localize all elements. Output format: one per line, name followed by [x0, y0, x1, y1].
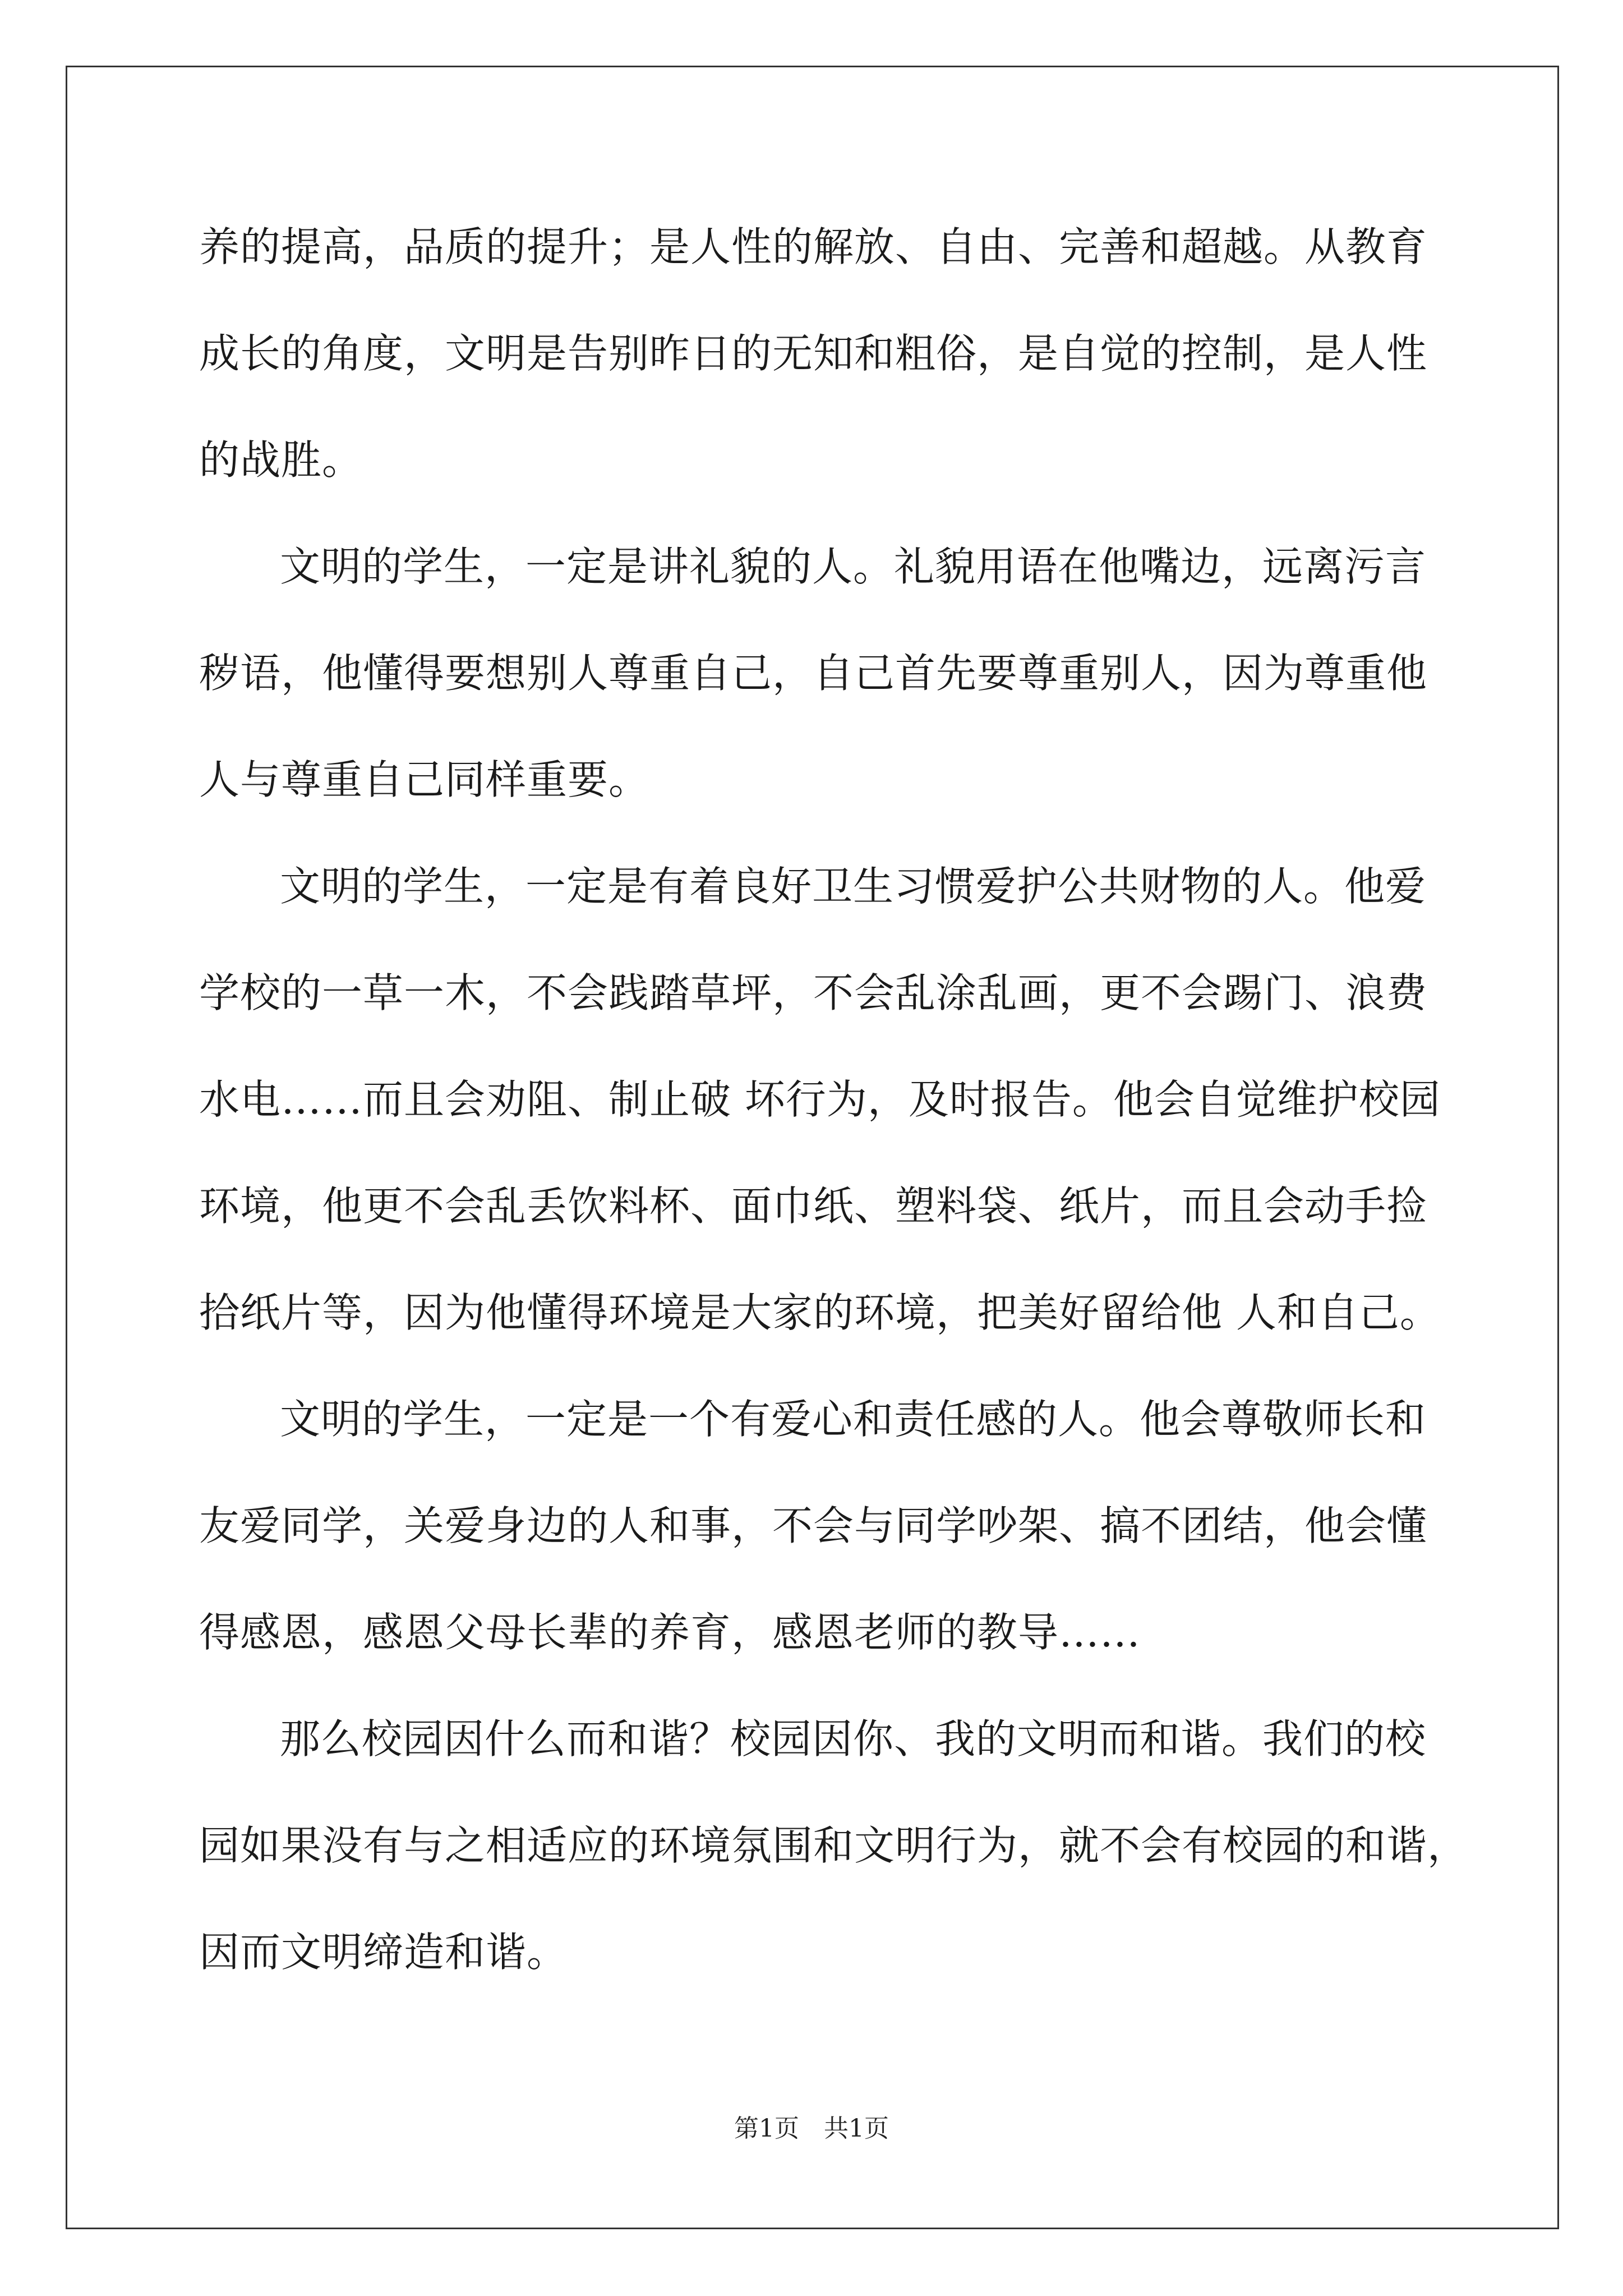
- text-line: 园如果没有与之相适应的环境氛围和文明行为，就不会有校园的和谐，: [199, 1822, 1469, 1869]
- text-line: 水电……而且会劝阻、制止破 坏行为，及时报告。他会自觉维护校园: [199, 1076, 1441, 1123]
- paragraph-4: [199, 1366, 1433, 1686]
- paragraph-3: [199, 833, 1441, 1366]
- text-line: 文明的学生，一定是讲礼貌的人。礼貌用语在他嘴边，远离污言: [280, 543, 1427, 590]
- text-line: 友爱同学，关爱身边的人和事，不会与同学吵架、搞不团结，他会懂: [199, 1502, 1428, 1549]
- text-line: 学校的一草一木，不会践踏草坪，不会乱涂乱画，更不会踢门、浪费: [199, 969, 1428, 1016]
- text-line: 那么校园因什么而和谐？校园因你、我的文明而和谐。我们的校: [280, 1715, 1427, 1763]
- paragraph-1: [199, 194, 1433, 513]
- text-line: 拾纸片等，因为他懂得环境是大家的环境，把美好留给他 人和自己。: [199, 1289, 1441, 1336]
- text-line: 得感恩，感恩父母长辈的养育，感恩老师的教导……: [199, 1609, 1141, 1656]
- text-line: 因而文明缔造和谐。: [199, 1929, 568, 1976]
- text-line: 养的提高，品质的提升；是人性的解放、自由、完善和超越。从教育: [199, 223, 1428, 270]
- text-line: 环境，他更不会乱丢饮料杯、面巾纸、塑料袋、纸片，而且会动手捡: [199, 1182, 1428, 1230]
- text-line: 秽语，他懂得要想别人尊重自己，自己首先要尊重别人，因为尊重他: [199, 650, 1428, 697]
- document-body: [199, 194, 1469, 2005]
- text-line: 的战胜。: [199, 436, 363, 484]
- text-line: 人与尊重自己同样重要。: [199, 756, 650, 803]
- text-line: 成长的角度，文明是告别昨日的无知和粗俗，是自觉的控制，是人性: [199, 330, 1428, 377]
- text-line: 文明的学生，一定是有着良好卫生习惯爱护公共财物的人。他爱: [280, 863, 1427, 910]
- page-number-footer: 第1页 共1页: [734, 2114, 889, 2143]
- text-line: 文明的学生，一定是一个有爱心和责任感的人。他会尊敬师长和: [280, 1396, 1427, 1443]
- paragraph-2: [199, 513, 1433, 833]
- paragraph-5: [199, 1686, 1469, 2005]
